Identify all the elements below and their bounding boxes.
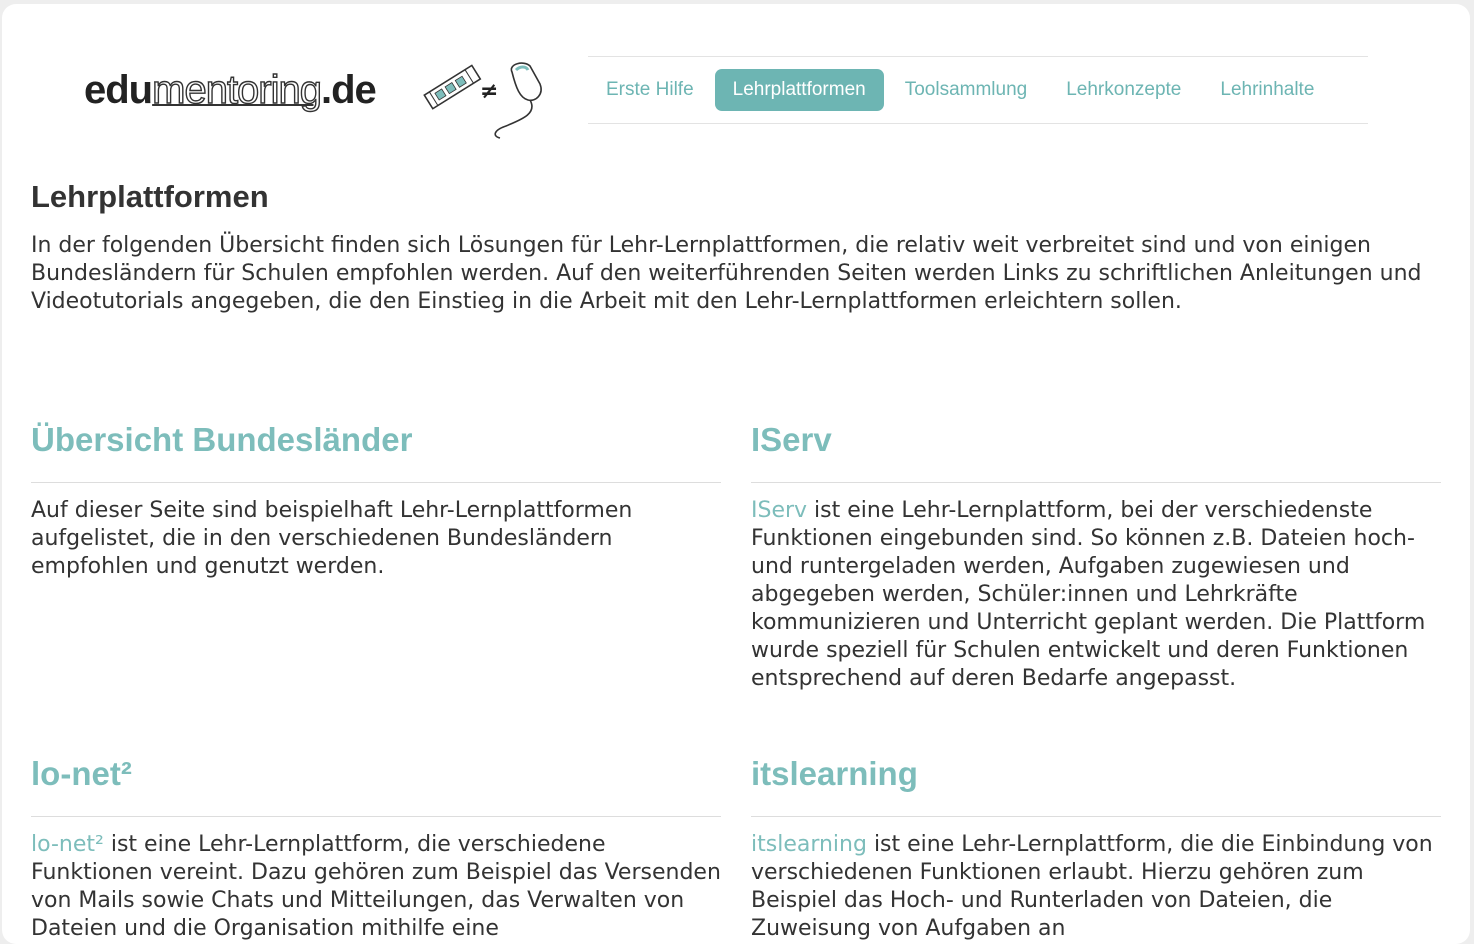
card-title-link[interactable]: lo-net² bbox=[31, 746, 721, 817]
card-text bbox=[31, 831, 721, 943]
logo-edu: edu bbox=[84, 68, 153, 112]
itslearning-link[interactable]: itslearning bbox=[751, 832, 867, 857]
card-text bbox=[31, 497, 721, 581]
iserv-link[interactable]: IServ bbox=[751, 498, 808, 523]
logo-chalk-not-equal-mouse-icon bbox=[420, 58, 560, 140]
logo-text bbox=[84, 68, 376, 113]
card-title-link[interactable]: itslearning bbox=[751, 746, 1441, 817]
nav-item-toolsammlung[interactable]: Toolsammlung bbox=[904, 79, 1028, 100]
nav-item-erste-hilfe[interactable]: Erste Hilfe bbox=[606, 79, 694, 100]
card-text-body: ist eine Lehr-Lernplattform, die verschiedene Funktionen vereint. Dazu gehören zum Beispiel das Versenden von Mails sowie Chats und Mitteilungen, das Verwalten von Dateien und die Organisation mithilfe eine bbox=[31, 832, 721, 941]
main-navigation bbox=[588, 56, 1368, 124]
card-title-link[interactable]: Übersicht Bundesländer bbox=[31, 412, 721, 483]
chalk-icon bbox=[424, 65, 480, 108]
lo-net2-link[interactable]: lo-net² bbox=[31, 832, 104, 857]
intro-text: In der folgenden Übersicht finden sich Lösungen für Lehr-Lernplattformen, die relativ weit verbreitet sind und von einigen Bundesländern für Schulen empfohlen werden. Auf den weiterführenden Seiten werden Links zu schriftlichen Anleitungen und Videotutorials angegeben, die den Einstieg in die Arbeit mit den Lehr-Lernplattformen erleichtern sollen. bbox=[31, 233, 1422, 314]
logo-mentoring: mentoring bbox=[152, 68, 321, 112]
card-text bbox=[751, 497, 1441, 693]
nav-item-lehrplattformen[interactable]: Lehrplattformen bbox=[715, 69, 884, 111]
not-equal-icon: ≠ bbox=[480, 79, 499, 104]
card-itslearning bbox=[751, 746, 1441, 943]
card-text-body: ist eine Lehr-Lernplattform, die die Einbindung von verschiedenen Funktionen erlaubt. Hierzu gehören zum Beispiel das Hoch- und Runterladen von Dateien, die Zuweisung von Aufgaben an bbox=[751, 832, 1433, 941]
logo-domain: .de bbox=[321, 68, 376, 112]
main-content bbox=[31, 174, 1441, 941]
card-iserv bbox=[751, 412, 1441, 693]
card-lo-net2 bbox=[31, 746, 721, 943]
mouse-icon bbox=[495, 63, 541, 138]
page-title: Lehrplattformen bbox=[31, 179, 269, 214]
card-text-body: ist eine Lehr-Lernplattform, bei der verschiedenste Funktionen eingebunden sind. So können z.B. Dateien hoch- und runtergeladen werden, Aufgaben zugewiesen und abgegeben werden, Schüler:innen und Lehrkräfte kommunizieren und Unterricht geplant werden. Die Plattform wurde speziell für Schulen entwickelt und deren Funktionen entsprechend auf deren Bedarfe angepasst. bbox=[751, 498, 1426, 691]
page bbox=[2, 4, 1470, 944]
nav-item-lehrinhalte[interactable]: Lehrinhalte bbox=[1220, 79, 1315, 100]
card-text-body: Auf dieser Seite sind beispielhaft Lehr-Lernplattformen aufgelistet, die in den verschiedenen Bundesländern empfohlen und genutzt werden. bbox=[31, 498, 633, 579]
card-uebersicht-bundeslaender bbox=[31, 412, 721, 581]
nav-item-lehrkonzepte[interactable]: Lehrkonzepte bbox=[1066, 79, 1182, 100]
card-title-link[interactable]: IServ bbox=[751, 412, 1441, 483]
site-logo[interactable] bbox=[84, 56, 564, 140]
card-text bbox=[751, 831, 1441, 943]
